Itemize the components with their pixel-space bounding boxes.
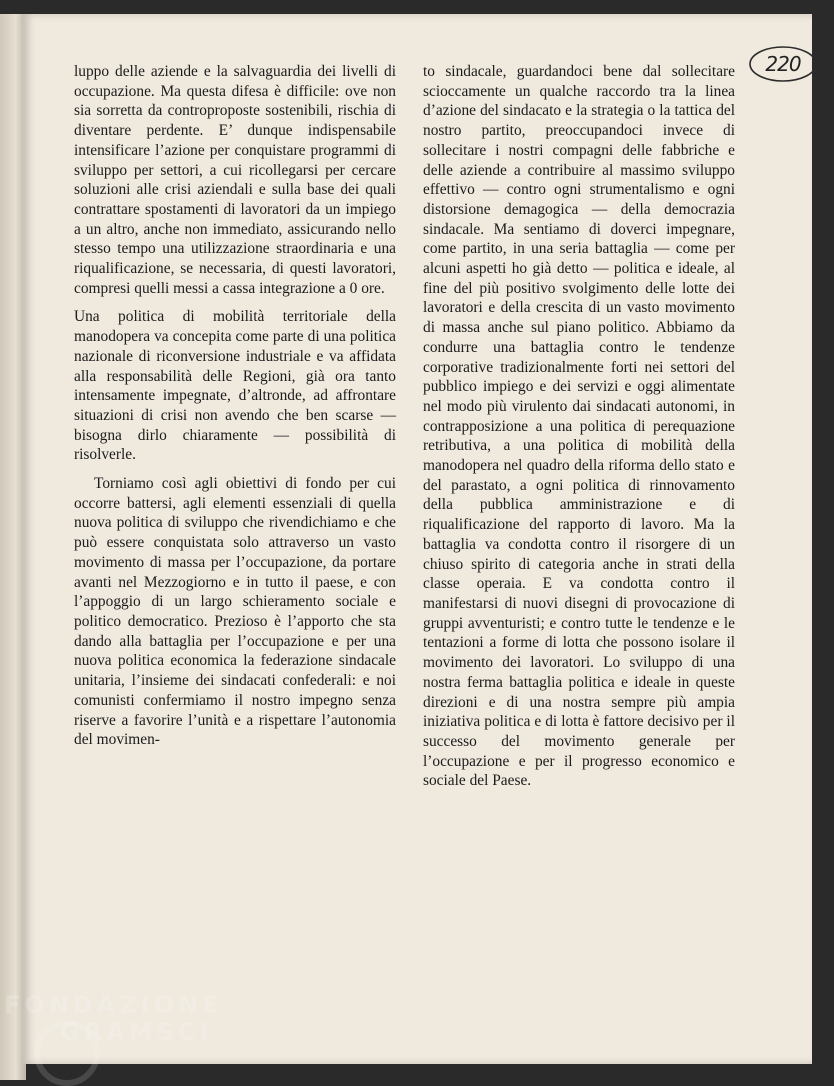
paragraph: Torniamo così agli obiettivi di fondo per cui occorre battersi, agli elementi essenziali di quella nuova politica di sviluppo che rivendichiamo e che può essere conquistata solo attraverso un vasto movimento di massa per l’occupazione, da portare avanti nel Mezzogiorno e in tutto il paese, e con l’appoggio di un largo schieramento sociale e politico democratico. Prezioso è l’apporto che sta dando alla battaglia per l’occupazione e per una nuova politica economica la federazione sindacale unitaria, l’insieme dei sindacati confederali: e noi comunisti confermiamo il nostro impegno senza riserve a favorire l’unità e a rispettare l’autonomia del movimen-: [74, 475, 396, 749]
watermark-line: GRAMSCI: [60, 1018, 213, 1046]
paragraph: Una politica di mobilità territoriale della manodopera va concepita come parte di una politica nazionale di riconversione industriale e va affidata alla responsabilità delle Regioni, già ora tanto intensamente impegnate, d’altronde, ad affrontare situazioni di crisi non avendo che ben scarse — bisogna dirlo chiaramente — possibilità di risolverle.: [74, 308, 396, 464]
watermark-line: FONDAZIONE: [4, 991, 223, 1019]
page-number-text: 220: [765, 52, 801, 76]
left-column: [74, 62, 396, 750]
paragraph: to sindacale, guardandoci bene dal sollecitare scioccamente un qualche raccordo tra la linea d’azione del sindacato e la strategia o la tattica del nostro partito, preoccupandoci invece di sollecitare i nostri compagni delle fabbriche e delle aziende a contribuire al massimo sviluppo effettivo — contro ogni strumentalismo e ogni distorsione demagogica — della democrazia sindacale. Ma sentiamo di doverci impegnare, come partito, in una seria battaglia — come per alcuni aspetti ho già detto — politica e ideale, al fine del più positivo svolgimento delle lotte dei lavoratori e della crescita di un vasto movimento di massa anche sul piano politico. Abbiamo da condurre una battaglia contro le tendenze corporative tradizionalmente forti nei settori del pubblico impiego e dei servizi e oggi alimentate nel modo più virulento dai sindacati autonomi, in contrapposizione a una politica di perequazione retributiva, a una politica di mobilità della manodopera nel quadro della riforma dello stato e del parastato, a ogni politica di rinnovamento della pubblica amministrazione e di riqualificazione del rapporto di lavoro. Ma la battaglia va condotta contro il risorgere di un chiuso spirito di categoria anche in strati della classe operaia. E va condotta contro il manifestarsi di nuovi disegni di provocazione di gruppi avventuristi; e contro tutte le tendenze e le tentazioni a forme di lotta che possono isolare il movimento dei lavoratori. Lo sviluppo di una nostra ferma battaglia politica e ideale in queste direzioni e di una nostra sempre più ampia iniziativa politica e di lotta è fattore decisivo per il successo del movimento generale per l’occupazione e per il progresso economico e sociale del Paese.: [423, 63, 735, 790]
right-column: [423, 62, 735, 791]
handwritten-page-number: [748, 44, 818, 84]
paragraph: luppo delle aziende e la salvaguardia dei livelli di occupazione. Ma questa difesa è difficile: ove non sia sorretta da controproposte sostenibili, rischia di diventare perdente. E’ dunque indispensabile intensificare l’azione per conquistare programmi di sviluppo per settori, a cui ricollegarsi per cercare soluzioni alle crisi aziendali e sulla base dei quali contrattare spostamenti di lavoratori da un impiego a un altro, anche non immediato, assicurando nello stesso tempo una utilizzazione straordinaria e una riqualificazione, se necessaria, di questi lavoratori, compresi quelli messi a cassa integrazione a 0 ore.: [74, 63, 396, 297]
watermark: [4, 992, 223, 1046]
